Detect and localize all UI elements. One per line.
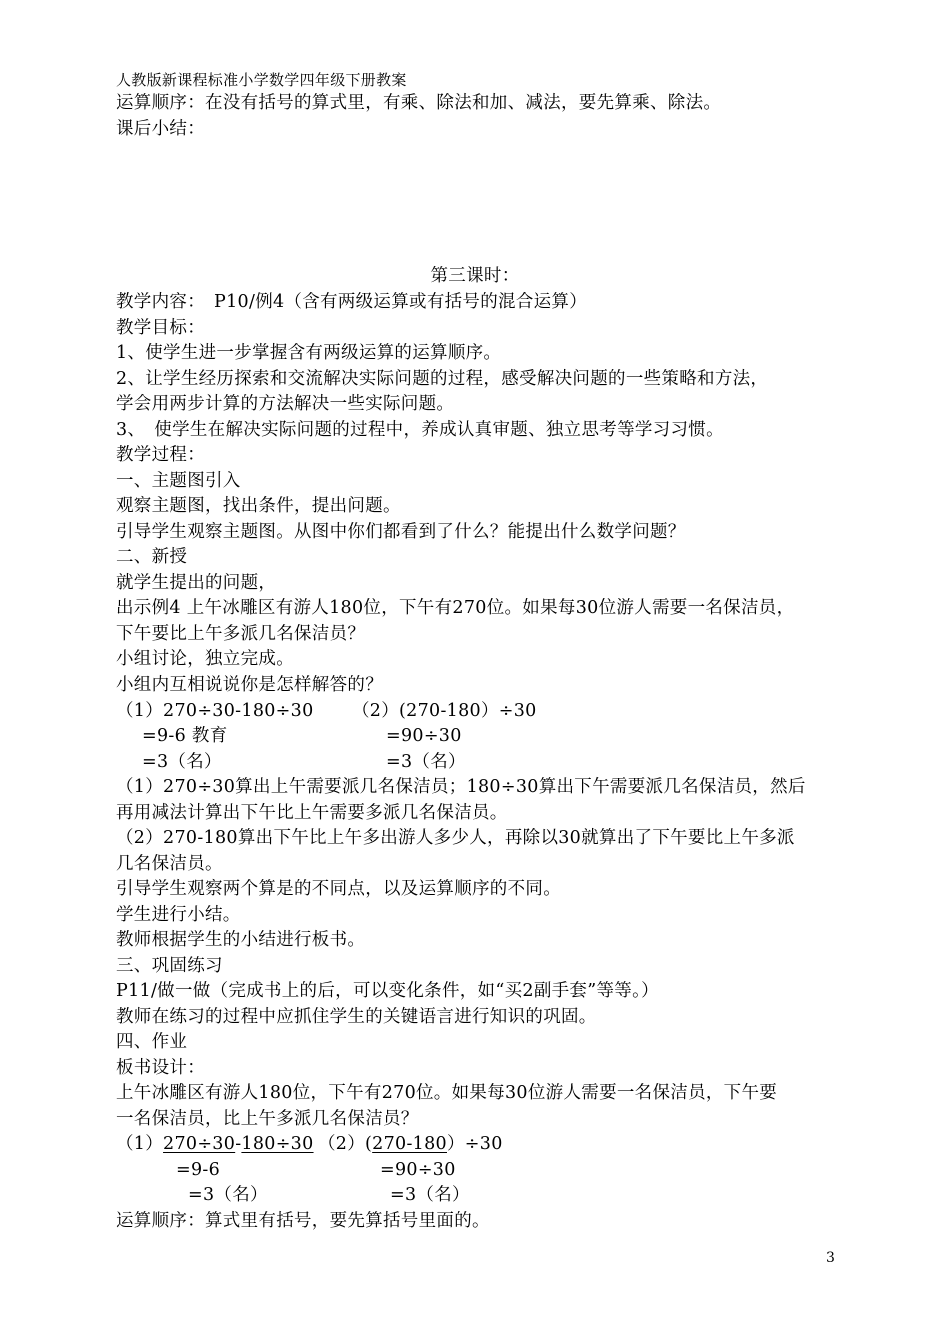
- board-calc-1-step-2: =9-6: [176, 1160, 221, 1180]
- section-2-line-4: 小组讨论，独立完成。: [116, 649, 294, 669]
- explanation-1-line-1: （1）270÷30算出上午需要派几名保洁员；180÷30算出下午需要派几名保洁员，然后: [116, 777, 806, 797]
- calc-1-step-1: （1）270÷30-180÷30: [116, 701, 314, 721]
- section-4-title: 四、作业: [116, 1032, 188, 1052]
- board-calc-1-prefix: （1）: [116, 1134, 164, 1154]
- board-rule: 运算顺序：算式里有括号，要先算括号里面的。: [116, 1211, 490, 1231]
- board-calc-1-term-2: 180÷30: [241, 1134, 314, 1154]
- section-2-line-7: 学生进行小结。: [116, 905, 241, 925]
- section-1-title: 一、主题图引入: [116, 471, 241, 491]
- explanation-2-line-2: 几名保洁员。: [116, 854, 223, 874]
- section-2-line-1: 就学生提出的问题，: [116, 573, 277, 593]
- board-calc-2-step-2: =90÷30: [380, 1160, 456, 1180]
- board-calc-1-step-1: [116, 1132, 314, 1156]
- process-title: 教学过程：: [116, 445, 205, 465]
- goal-2-line-2: 学会用两步计算的方法解决一些实际问题。: [116, 394, 455, 414]
- previous-summary: 课后小结：: [116, 119, 205, 139]
- teaching-content: 教学内容： P10/例4（含有两级运算或有括号的混合运算）: [116, 292, 588, 312]
- section-2-line-5: 小组内互相说说你是怎样解答的？: [116, 675, 383, 695]
- board-calc-1-step-3: =3（名）: [188, 1185, 268, 1205]
- section-1-line-2: 引导学生观察主题图。从图中你们都看到了什么？能提出什么数学问题？: [116, 522, 686, 542]
- board-design-title: 板书设计：: [116, 1058, 205, 1078]
- board-problem-line-2: 一名保洁员，比上午多派几名保洁员？: [116, 1109, 419, 1129]
- section-3-title: 三、巩固练习: [116, 956, 223, 976]
- example-4-line-2: 下午要比上午多派几名保洁员？: [116, 624, 366, 644]
- goals-title: 教学目标：: [116, 318, 205, 338]
- board-calc-2-term-1: 270-180: [372, 1134, 447, 1154]
- board-calc-2-suffix: ）÷30: [447, 1134, 503, 1154]
- calc-2-step-1: （2）(270-180）÷30: [352, 701, 537, 721]
- section-3-line-2: 教师在练习的过程中应抓住学生的关键语言进行知识的巩固。: [116, 1007, 597, 1027]
- board-problem-line-1: 上午冰雕区有游人180位，下午有270位。如果每30位游人需要一名保洁员，下午要: [116, 1083, 778, 1103]
- explanation-1-line-2: 再用减法计算出下午比上午需要多派几名保洁员。: [116, 803, 508, 823]
- goal-3: 3、 使学生在解决实际问题的过程中，养成认真审题、独立思考等学习习惯。: [116, 420, 724, 440]
- board-calc-1-operator: -: [235, 1134, 242, 1154]
- calc-1-step-3: =3（名）: [142, 752, 222, 772]
- section-2-title: 二、新授: [116, 547, 188, 567]
- calc-2-step-2: =90÷30: [386, 726, 462, 746]
- goal-1: 1、使学生进一步掌握含有两级运算的运算顺序。: [116, 343, 502, 363]
- board-calc-1-term-1: 270÷30: [163, 1134, 236, 1154]
- section-2-line-6: 引导学生观察两个算是的不同点，以及运算顺序的不同。: [116, 879, 561, 899]
- explanation-2-line-1: （2）270-180算出下午比上午多出游人多少人，再除以30就算出了下午要比上午多派: [116, 828, 795, 848]
- lesson-title: 第三课时：: [430, 266, 520, 286]
- document-header: 人教版新课程标准小学数学四年级下册教案: [116, 71, 407, 89]
- board-calc-2-step-3: =3（名）: [390, 1185, 470, 1205]
- previous-rule: 运算顺序：在没有括号的算式里，有乘、除法和加、减法，要先算乘、除法。: [116, 93, 722, 113]
- board-calc-2-step-1: [318, 1132, 503, 1156]
- section-1-line-1: 观察主题图，找出条件，提出问题。: [116, 496, 401, 516]
- section-3-line-1: P11/做一做（完成书上的后，可以变化条件，如“买2副手套”等等。）: [116, 981, 659, 1001]
- board-calc-2-prefix: （2）(: [318, 1134, 373, 1154]
- calc-2-step-3: =3（名）: [386, 752, 466, 772]
- page-number: 3: [826, 1250, 835, 1266]
- example-4-line-1: 出示例4 上午冰雕区有游人180位，下午有270位。如果每30位游人需要一名保洁员，: [116, 598, 795, 618]
- goal-2-line-1: 2、让学生经历探索和交流解决实际问题的过程，感受解决问题的一些策略和方法，: [116, 369, 769, 389]
- calc-1-step-2: =9-6 教育: [142, 726, 228, 746]
- section-2-line-8: 教师根据学生的小结进行板书。: [116, 930, 366, 950]
